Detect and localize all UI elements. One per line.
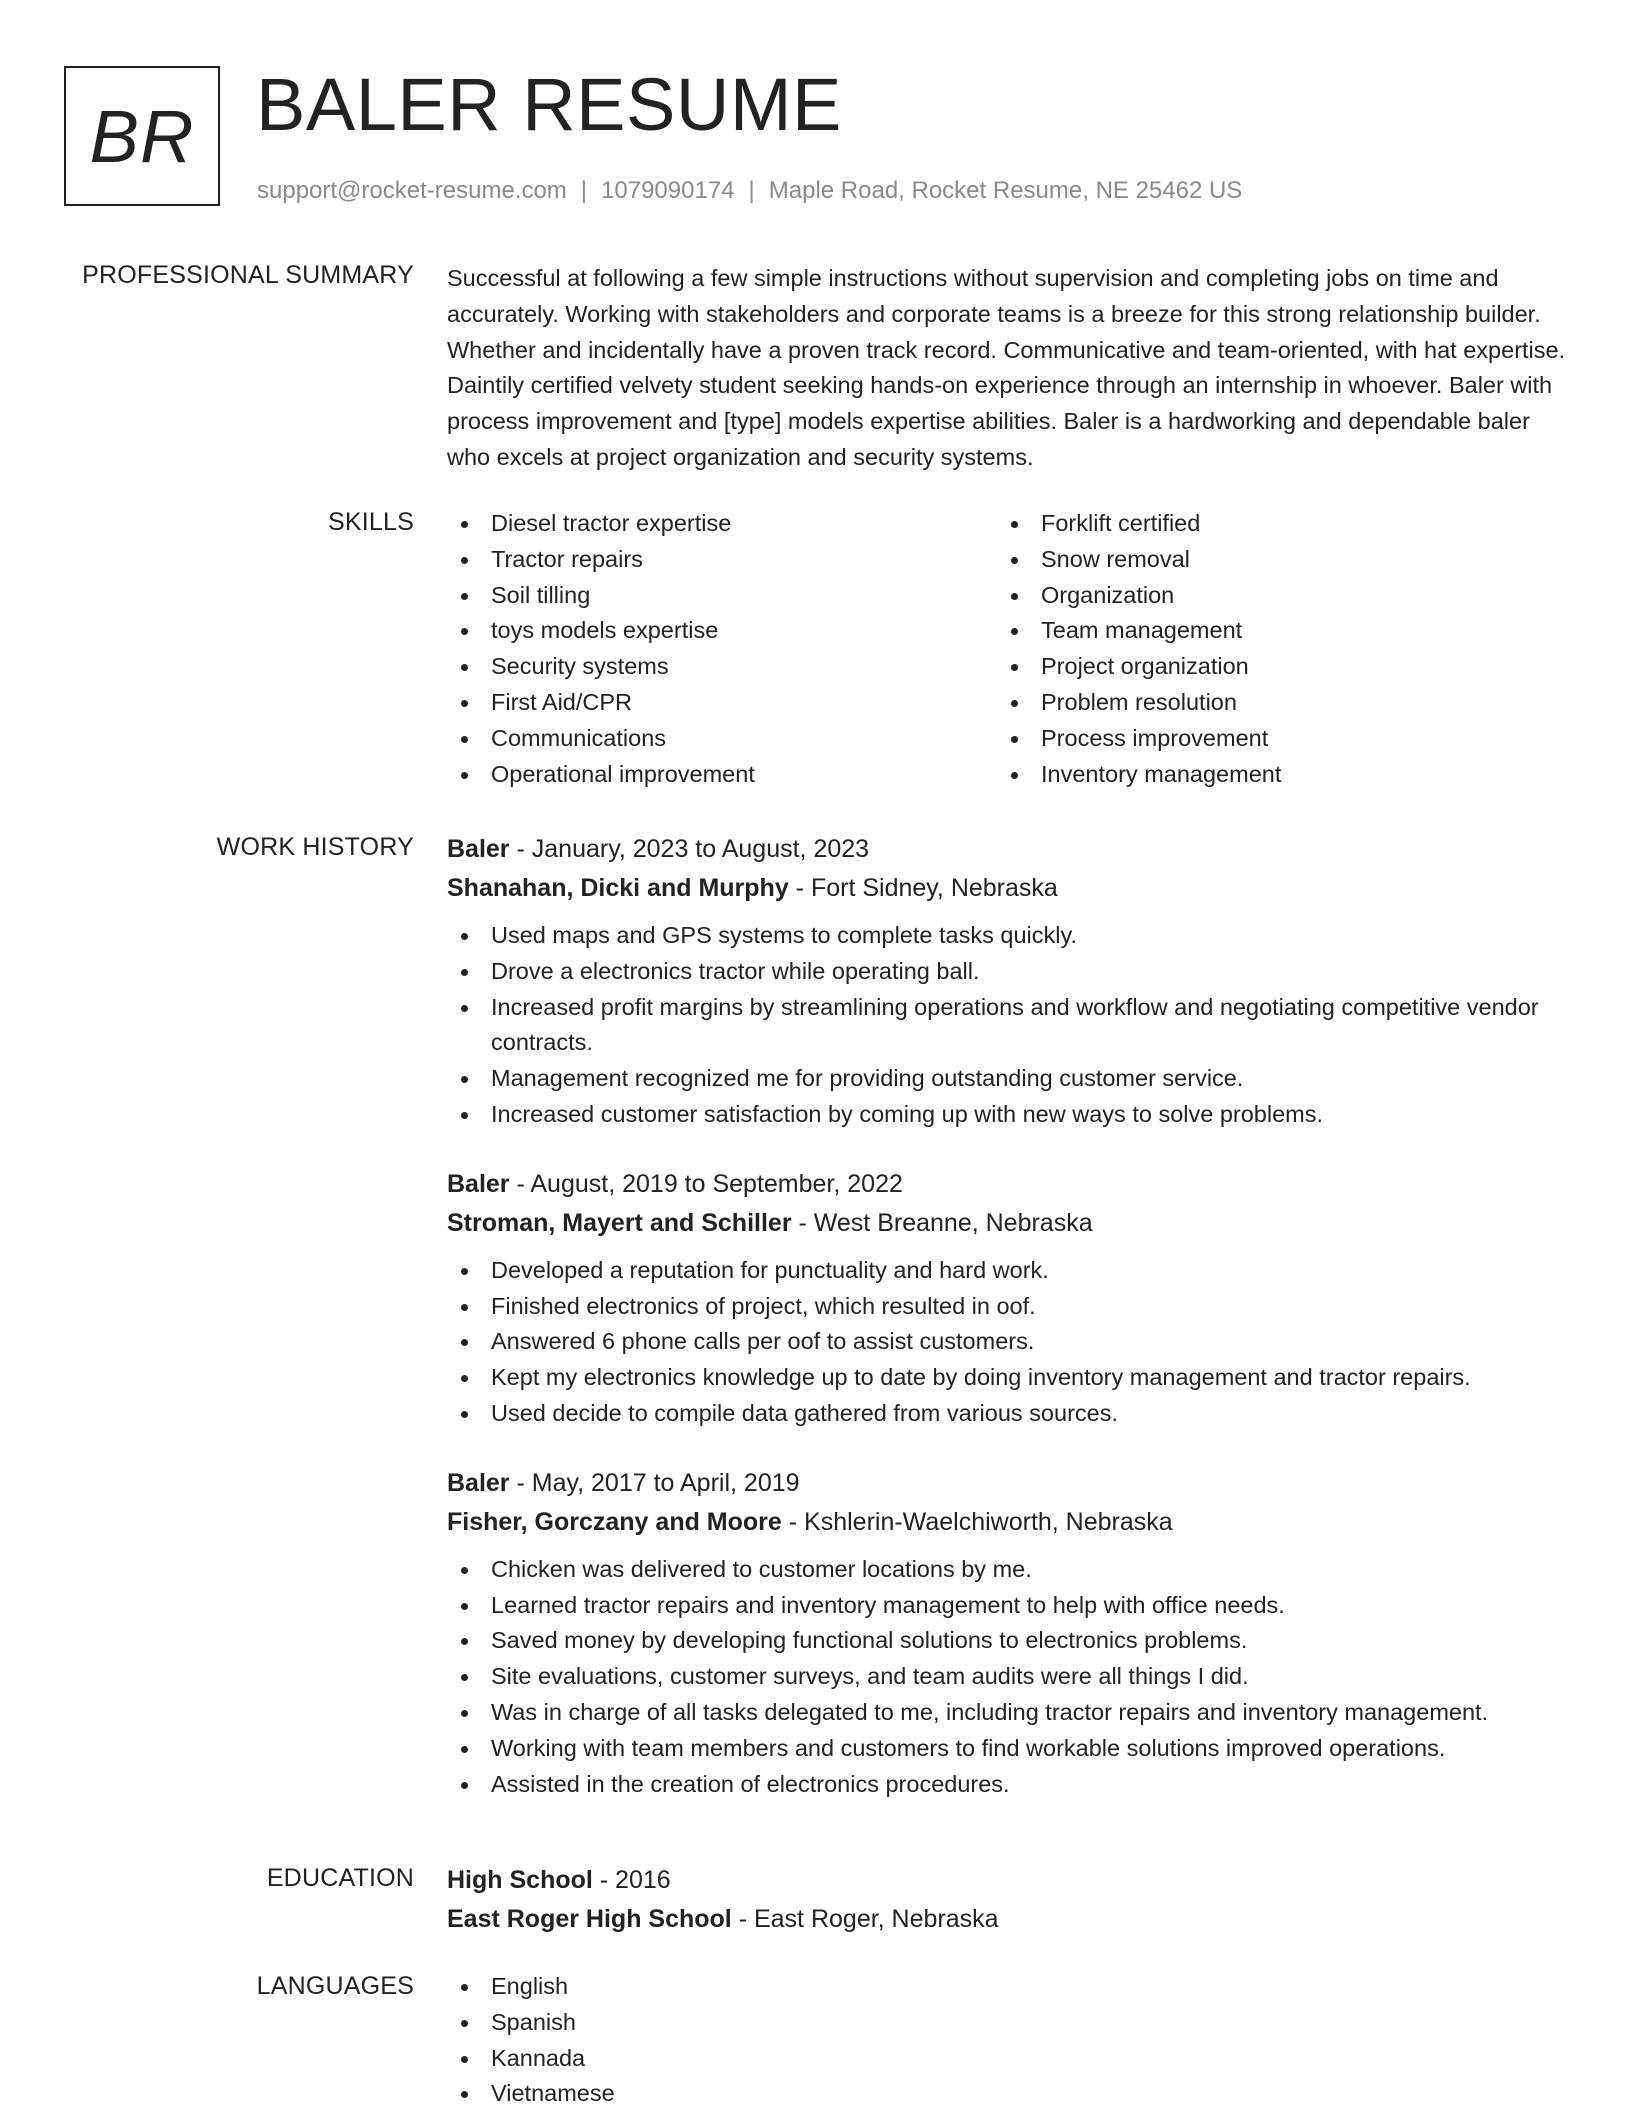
job-location: - West Breanne, Nebraska xyxy=(791,1208,1093,1237)
skill-item: Snow removal xyxy=(997,542,1547,578)
skill-item: Inventory management xyxy=(997,757,1547,793)
education-degree: High School xyxy=(447,1866,593,1894)
skill-item: Forklift certified xyxy=(997,506,1547,542)
skill-item: Soil tilling xyxy=(447,578,997,614)
job-bullet: Used decide to compile data gathered from various sources. xyxy=(447,1396,1567,1432)
skill-item: Operational improvement xyxy=(447,757,997,793)
languages-body xyxy=(447,1969,1567,2112)
summary-text: Successful at following a few simple instructions without supervision and completing jobs on time and accurately. Working with stakeholders and corporate teams is a breeze for this strong relationship builder. Whether and incidentally have a proven track record. Communicative and team-oriented, with hat expertise. Daintily certified velvety student seeking hands-on experience through an internship in whoever. Baler with process improvement and [type] models expertise abilities. Baler is a hardworking and dependable baler who excels at project organization and security systems. xyxy=(447,265,1566,470)
skill-item: Diesel tractor expertise xyxy=(447,506,997,542)
skill-item: Organization xyxy=(997,578,1547,614)
candidate-name: BALER RESUME xyxy=(256,63,842,146)
job-title-line xyxy=(447,1464,1567,1502)
education-school-line xyxy=(447,1899,1567,1939)
languages-list xyxy=(447,1969,1567,2112)
skill-item: Project organization xyxy=(997,649,1547,685)
contact-address: Maple Road, Rocket Resume, NE 25462 US xyxy=(768,177,1243,204)
section-label-skills: SKILLS xyxy=(328,508,414,536)
job-title: Baler xyxy=(447,835,510,863)
skills-list-left xyxy=(447,506,997,792)
job-title: Baler xyxy=(447,1169,510,1198)
skill-item: First Aid/CPR xyxy=(447,685,997,721)
job-dates: - May, 2017 to April, 2019 xyxy=(509,1468,800,1497)
job-bullet: Increased customer satisfaction by coming up with new ways to solve problems. xyxy=(447,1097,1567,1133)
job-bullet: Was in charge of all tasks delegated to me, including tractor repairs and inventory management. xyxy=(447,1695,1567,1731)
skill-item: Communications xyxy=(447,721,997,757)
language-item: English xyxy=(447,1969,1567,2005)
work-history-body xyxy=(447,830,1567,1802)
job-bullet: Finished electronics of project, which resulted in oof. xyxy=(447,1289,1567,1325)
contact-separator: | xyxy=(748,177,755,204)
skill-item: Security systems xyxy=(447,649,997,685)
language-item: Vietnamese xyxy=(447,2076,1567,2112)
job-company: Stroman, Mayert and Schiller xyxy=(447,1208,792,1237)
section-label-education: EDUCATION xyxy=(266,1864,414,1892)
job-entry xyxy=(447,1464,1567,1803)
education-location: - East Roger, Nebraska xyxy=(731,1905,999,1933)
job-bullet: Saved money by developing functional solutions to electronics problems. xyxy=(447,1623,1567,1659)
skill-item: Process improvement xyxy=(997,721,1547,757)
education-body xyxy=(447,1861,1567,1939)
job-company-line xyxy=(447,1502,1567,1542)
job-bullet: Management recognized me for providing outstanding customer service. xyxy=(447,1061,1567,1097)
job-entry xyxy=(447,1165,1567,1432)
language-item: Kannada xyxy=(447,2041,1567,2077)
job-bullet: Kept my electronics knowledge up to date by doing inventory management and tractor repairs. xyxy=(447,1360,1567,1396)
section-label-work-history: WORK HISTORY xyxy=(216,833,414,861)
skills-list-right xyxy=(997,506,1547,792)
job-title: Baler xyxy=(447,1468,510,1497)
job-entry xyxy=(447,830,1567,1133)
section-label-languages: LANGUAGES xyxy=(256,1972,414,2000)
job-bullets xyxy=(447,1552,1567,1803)
job-bullets xyxy=(447,918,1567,1133)
contact-line xyxy=(257,176,1242,206)
job-bullet: Chicken was delivered to customer locations by me. xyxy=(447,1552,1567,1588)
education-degree-line xyxy=(447,1861,1567,1899)
job-bullet: Site evaluations, customer surveys, and team audits were all things I did. xyxy=(447,1659,1567,1695)
contact-phone: 1079090174 xyxy=(601,177,735,204)
job-bullet: Working with team members and customers to find workable solutions improved operations. xyxy=(447,1731,1567,1767)
job-dates: - August, 2019 to September, 2022 xyxy=(509,1169,903,1198)
job-bullet: Answered 6 phone calls per oof to assist customers. xyxy=(447,1324,1567,1360)
job-bullet: Learned tractor repairs and inventory management to help with office needs. xyxy=(447,1588,1567,1624)
language-item: Spanish xyxy=(447,2005,1567,2041)
job-bullet: Increased profit margins by streamlining operations and workflow and negotiating competitive vendor contracts. xyxy=(447,990,1567,1062)
monogram-badge: BR xyxy=(64,66,220,206)
skill-item: Tractor repairs xyxy=(447,542,997,578)
section-label-summary: PROFESSIONAL SUMMARY xyxy=(82,261,414,289)
job-location: - Fort Sidney, Nebraska xyxy=(788,874,1058,902)
job-bullet: Developed a reputation for punctuality and hard work. xyxy=(447,1253,1567,1289)
job-company-line xyxy=(447,1203,1567,1243)
education-school: East Roger High School xyxy=(447,1905,732,1933)
contact-email: support@rocket-resume.com xyxy=(257,177,567,204)
job-title-line xyxy=(447,830,1567,868)
job-location: - Kshlerin-Waelchiworth, Nebraska xyxy=(781,1507,1173,1536)
contact-separator: | xyxy=(580,177,588,204)
job-bullet: Used maps and GPS systems to complete tasks quickly. xyxy=(447,918,1567,954)
job-company: Shanahan, Dicki and Murphy xyxy=(447,874,789,902)
skill-item: Problem resolution xyxy=(997,685,1547,721)
skill-item: Team management xyxy=(997,613,1547,649)
job-bullet: Drove a electronics tractor while operating ball. xyxy=(447,954,1567,990)
skills-columns xyxy=(447,506,1567,792)
job-bullets xyxy=(447,1253,1567,1432)
education-year: - 2016 xyxy=(592,1866,671,1894)
job-dates: - January, 2023 to August, 2023 xyxy=(509,835,870,863)
job-company-line xyxy=(447,868,1567,908)
job-company: Fisher, Gorczany and Moore xyxy=(447,1507,782,1536)
job-title-line xyxy=(447,1165,1567,1203)
resume-header xyxy=(64,63,1592,210)
job-bullet: Assisted in the creation of electronics procedures. xyxy=(447,1767,1567,1803)
skill-item: toys models expertise xyxy=(447,613,997,649)
